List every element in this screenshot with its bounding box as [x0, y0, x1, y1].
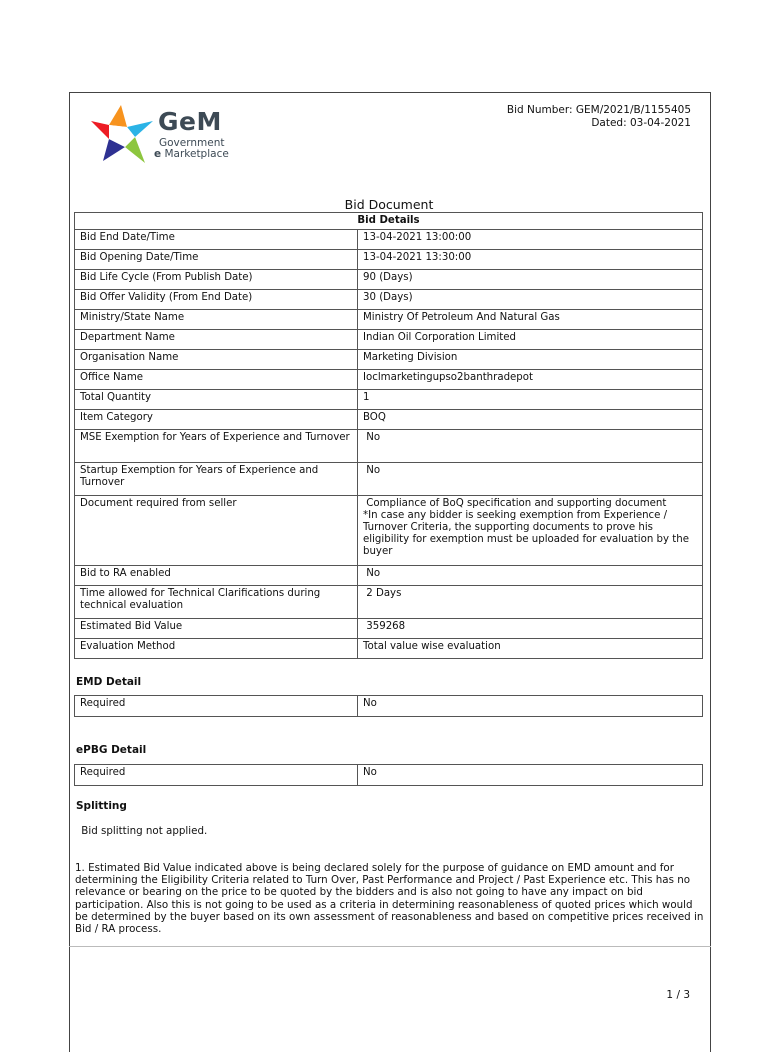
epbg-heading: ePBG Detail — [76, 744, 147, 756]
table-row — [75, 230, 703, 250]
table-row — [75, 390, 703, 410]
table-row — [75, 586, 703, 619]
row-label: Bid Offer Validity (From End Date) — [75, 290, 358, 310]
bid-meta — [507, 104, 691, 130]
row-value: 359268 — [358, 619, 703, 639]
row-value: Ioclmarketingupso2banthradepot — [358, 370, 703, 390]
document-title: Bid Document — [344, 197, 434, 212]
table-row — [75, 696, 703, 717]
row-value: Compliance of BoQ specification and supporting document *In case any bidder is seeking exemption from Experience / Turnover Criteria, the supporting documents to prove his eligibility for exemption must be uploaded for evaluation by the buyer — [358, 496, 703, 566]
epbg-value: No — [358, 765, 703, 786]
table-row — [75, 619, 703, 639]
table-row — [75, 250, 703, 270]
table-row — [75, 370, 703, 390]
emd-label: Required — [75, 696, 358, 717]
table-row — [75, 410, 703, 430]
row-label: MSE Exemption for Years of Experience and Turnover — [75, 430, 358, 463]
row-value: 2 Days — [358, 586, 703, 619]
row-value: No — [358, 566, 703, 586]
splitting-text: Bid splitting not applied. — [78, 825, 208, 837]
splitting-heading: Splitting — [76, 800, 127, 812]
table-row — [75, 270, 703, 290]
row-value: Indian Oil Corporation Limited — [358, 330, 703, 350]
row-label: Document required from seller — [75, 496, 358, 566]
page-number: 1 / 3 — [666, 989, 690, 1001]
epbg-table — [74, 764, 703, 786]
row-label: Startup Exemption for Years of Experience and Turnover — [75, 463, 358, 496]
row-value: 90 (Days) — [358, 270, 703, 290]
row-label: Bid Opening Date/Time — [75, 250, 358, 270]
epbg-label: Required — [75, 765, 358, 786]
row-value: 13-04-2021 13:30:00 — [358, 250, 703, 270]
logo-line2-prefix: e — [154, 148, 162, 160]
row-label: Bid End Date/Time — [75, 230, 358, 250]
logo-brand: GeM — [158, 107, 222, 136]
logo-line2 — [154, 148, 229, 160]
row-label: Estimated Bid Value — [75, 619, 358, 639]
row-label: Ministry/State Name — [75, 310, 358, 330]
row-label: Total Quantity — [75, 390, 358, 410]
table-row — [75, 330, 703, 350]
row-value: Marketing Division — [358, 350, 703, 370]
note-paragraph: 1. Estimated Bid Value indicated above is being declared solely for the purpose of guidance on EMD amount and for determining the Eligibility Criteria related to Turn Over, Past Performance and Project / Past Experience etc. This has no relevance or bearing on the price to be quoted by the bidders and is also not going to have any impact on bid participation. Also this is not going to be used as a criteria in determining reasonableness of quoted prices which would be determined by the buyer based on its own assessment of reasonableness and based on competitive prices received in Bid / RA process. — [75, 862, 704, 936]
row-value: 1 — [358, 390, 703, 410]
row-value: Total value wise evaluation — [358, 639, 703, 659]
row-label: Bid Life Cycle (From Publish Date) — [75, 270, 358, 290]
row-label: Bid to RA enabled — [75, 566, 358, 586]
table-row — [75, 463, 703, 496]
row-label: Office Name — [75, 370, 358, 390]
table-row — [75, 310, 703, 330]
row-value: 30 (Days) — [358, 290, 703, 310]
logo-line1: Government — [159, 137, 225, 149]
row-label: Department Name — [75, 330, 358, 350]
row-label: Evaluation Method — [75, 639, 358, 659]
logo-line2-rest: Marketplace — [161, 148, 229, 160]
table-row — [75, 639, 703, 659]
table-row — [75, 496, 703, 566]
bid-details-table — [74, 212, 703, 659]
table-row — [75, 566, 703, 586]
emd-value: No — [358, 696, 703, 717]
table-row — [75, 765, 703, 786]
row-value: BOQ — [358, 410, 703, 430]
row-label: Time allowed for Technical Clarifications during technical evaluation — [75, 586, 358, 619]
row-value: No — [358, 430, 703, 463]
row-value: No — [358, 463, 703, 496]
emd-heading: EMD Detail — [76, 676, 142, 688]
row-value: 13-04-2021 13:00:00 — [358, 230, 703, 250]
bid-number: Bid Number: GEM/2021/B/1155405 — [506, 104, 691, 116]
bid-details-heading: Bid Details — [75, 213, 703, 230]
table-row — [75, 290, 703, 310]
emd-table — [74, 695, 703, 717]
table-row — [75, 430, 703, 463]
divider — [69, 946, 711, 947]
row-label: Item Category — [75, 410, 358, 430]
bid-dated: Dated: 03-04-2021 — [591, 117, 691, 129]
row-label: Organisation Name — [75, 350, 358, 370]
table-row — [75, 350, 703, 370]
row-value: Ministry Of Petroleum And Natural Gas — [358, 310, 703, 330]
